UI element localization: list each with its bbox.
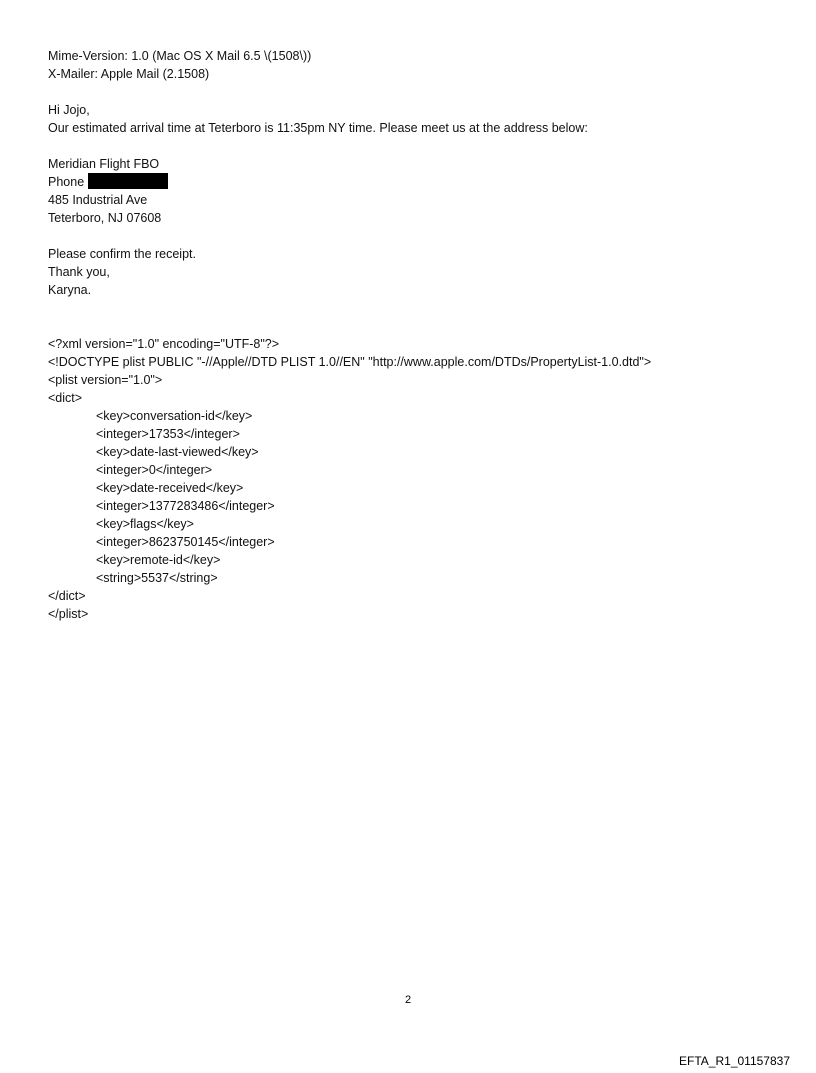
plist-entry: <string>5537</string> [96,571,218,585]
plist-open-tag: <plist version="1.0"> [48,373,163,387]
plist-entry: <key>conversation-id</key> [96,409,253,423]
address-street: 485 Industrial Ave [48,193,148,207]
xml-declaration: <?xml version="1.0" encoding="UTF-8"?> [48,337,280,351]
plist-close-tag: </plist> [48,607,89,621]
plist-entry: <key>flags</key> [96,517,194,531]
greeting: Hi Jojo, [48,103,90,117]
signature: Karyna. [48,283,92,297]
dict-close-tag: </dict> [48,589,86,603]
mime-version-header: Mime-Version: 1.0 (Mac OS X Mail 6.5 \(1508\)) [48,49,312,63]
x-mailer-header: X-Mailer: Apple Mail (2.1508) [48,67,210,81]
bates-number: EFTA_R1_01157837 [679,1054,790,1068]
doctype-line: <!DOCTYPE plist PUBLIC "-//Apple//DTD PLIST 1.0//EN" "http://www.apple.com/DTDs/PropertyList-1.0.dtd"> [48,355,652,369]
plist-entry: <key>remote-id</key> [96,553,221,567]
dict-open-tag: <dict> [48,391,83,405]
plist-entry: <integer>17353</integer> [96,427,240,441]
redaction-box [88,173,168,189]
plist-entry: <key>date-last-viewed</key> [96,445,259,459]
plist-entry: <key>date-received</key> [96,481,244,495]
address-city: Teterboro, NJ 07608 [48,211,162,225]
phone-label: Phone [48,175,85,189]
thanks-line: Thank you, [48,265,110,279]
page-number: 2 [404,994,412,1006]
phone-line [48,173,168,191]
address-name: Meridian Flight FBO [48,157,160,171]
confirm-request: Please confirm the receipt. [48,247,196,261]
plist-entry: <integer>1377283486</integer> [96,499,275,513]
plist-entry: <integer>8623750145</integer> [96,535,275,549]
message-text: Our estimated arrival time at Teterboro is 11:35pm NY time. Please meet us at the address below: [48,121,588,135]
plist-entry: <integer>0</integer> [96,463,213,477]
